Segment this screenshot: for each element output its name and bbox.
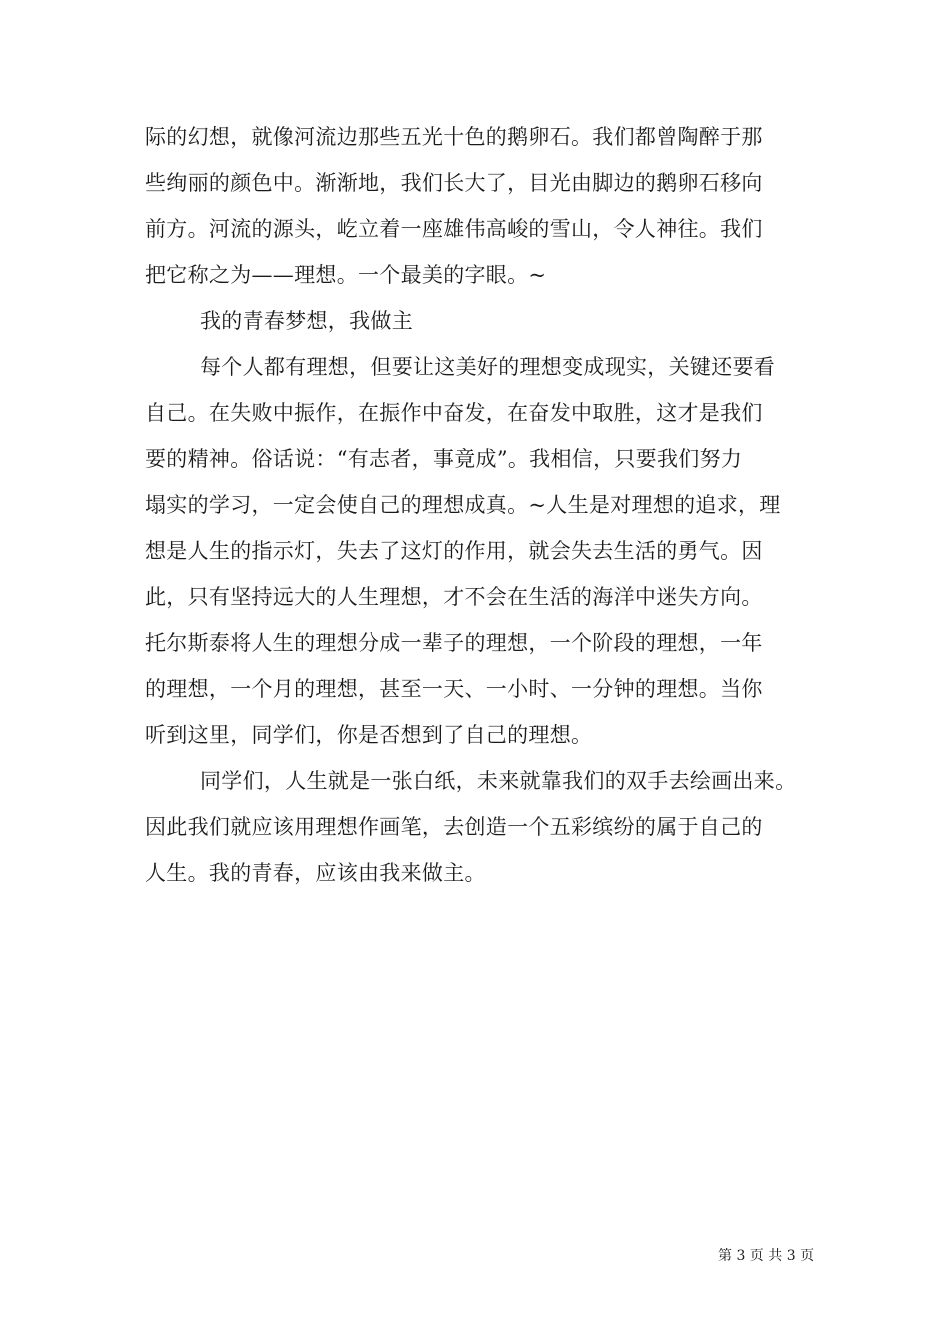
text-line: 托尔斯泰将人生的理想分成一辈子的理想，一个阶段的理想，一年 bbox=[145, 631, 763, 655]
text-line: 塌实的学习，一定会使自己的理想成真。~人生是对理想的追求，理 bbox=[145, 493, 781, 517]
page-number: 第 3 页 共 3 页 bbox=[718, 1248, 815, 1264]
text-line: 要的精神。俗话说：“有志者，事竟成”。我相信，只要我们努力 bbox=[145, 447, 743, 471]
text-line: 每个人都有理想，但要让这美好的理想变成现实，关键还要看 bbox=[200, 355, 776, 379]
text-line: 听到这里，同学们，你是否想到了自己的理想。 bbox=[145, 723, 593, 747]
text-line: 些绚丽的颜色中。渐渐地，我们长大了，目光由脚边的鹅卵石移向 bbox=[145, 171, 763, 195]
text-line: 同学们，人生就是一张白纸，未来就靠我们的双手去绘画出来。 bbox=[200, 769, 797, 793]
text-line: 际的幻想，就像河流边那些五光十色的鹅卵石。我们都曾陶醉于那 bbox=[145, 125, 763, 149]
body-text bbox=[145, 114, 815, 896]
text-line: 此，只有坚持远大的人生理想，才不会在生活的海洋中迷失方向。 bbox=[145, 585, 763, 609]
section-heading: 我的青春梦想，我做主 bbox=[200, 309, 413, 333]
text-line: 想是人生的指示灯，失去了这灯的作用，就会失去生活的勇气。因 bbox=[145, 539, 763, 563]
text-line: 前方。河流的源头，屹立着一座雄伟高峻的雪山，令人神往。我们 bbox=[145, 217, 763, 241]
text-line: 把它称之为——理想。一个最美的字眼。~ bbox=[145, 263, 547, 287]
text-line: 人生。我的青春，应该由我来做主。 bbox=[145, 861, 486, 885]
text-line: 自己。在失败中振作，在振作中奋发，在奋发中取胜，这才是我们 bbox=[145, 401, 763, 425]
text-line: 因此我们就应该用理想作画笔，去创造一个五彩缤纷的属于自己的 bbox=[145, 815, 763, 839]
text-line: 的理想，一个月的理想，甚至一天、一小时、一分钟的理想。当你 bbox=[145, 677, 763, 701]
